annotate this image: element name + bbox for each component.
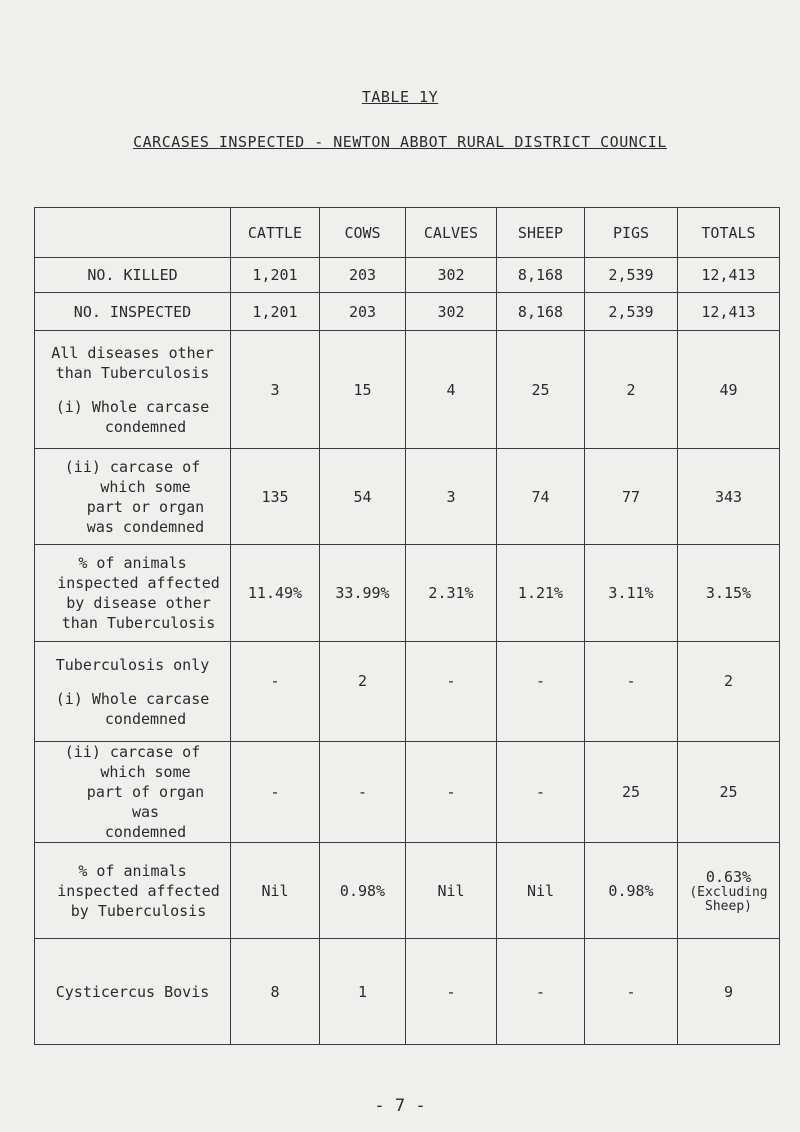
label-line: inspected affected	[57, 881, 220, 900]
cell: 8,168	[497, 258, 585, 293]
label-line: (i) Whole carcase	[55, 689, 210, 708]
header-totals: TOTALS	[678, 208, 780, 258]
cell: 77	[585, 449, 678, 545]
cell: 25	[497, 331, 585, 449]
cell: 2	[678, 642, 780, 742]
label-line: Tuberculosis only	[55, 655, 210, 674]
table-subtitle: CARCASES INSPECTED - NEWTON ABBOT RURAL DISTRICT COUNCIL	[133, 133, 667, 151]
cell: -	[320, 742, 406, 843]
cell: Nil	[231, 843, 320, 939]
cell: 3.11%	[585, 545, 678, 642]
cell: 9	[678, 939, 780, 1045]
row-label	[35, 742, 231, 843]
label-line: by Tuberculosis	[70, 901, 207, 920]
header-cattle: CATTLE	[231, 208, 320, 258]
label-line: (i) Whole carcase	[55, 397, 210, 416]
header-calves: CALVES	[406, 208, 497, 258]
row-cysticercus	[35, 939, 780, 1045]
cell-total	[678, 843, 780, 939]
row-all-diseases-part	[35, 449, 780, 545]
cell: 74	[497, 449, 585, 545]
row-tb-part	[35, 742, 780, 843]
cell: -	[406, 939, 497, 1045]
header-pigs: PIGS	[585, 208, 678, 258]
cell: 12,413	[678, 258, 780, 293]
cell: 135	[231, 449, 320, 545]
cell: 54	[320, 449, 406, 545]
cell: 33.99%	[320, 545, 406, 642]
row-all-diseases-whole	[35, 331, 780, 449]
header-row	[35, 208, 780, 258]
cell: -	[231, 642, 320, 742]
label-line: All diseases other	[51, 343, 214, 362]
cell: 302	[406, 293, 497, 331]
cell: 1,201	[231, 293, 320, 331]
header-cows: COWS	[320, 208, 406, 258]
carcases-table	[34, 207, 780, 1045]
cell: -	[497, 742, 585, 843]
cell: 15	[320, 331, 406, 449]
row-label	[35, 545, 231, 642]
header-blank	[35, 208, 231, 258]
cell: 25	[585, 742, 678, 843]
cell: 203	[320, 293, 406, 331]
total-note: (Excluding	[689, 884, 768, 900]
cell: -	[406, 642, 497, 742]
label-line: which some	[100, 477, 191, 496]
label-line: part or organ	[86, 497, 205, 516]
cell: -	[231, 742, 320, 843]
row-tb-whole	[35, 642, 780, 742]
label-line: % of animals	[78, 861, 187, 880]
cell: 8	[231, 939, 320, 1045]
label-line: condemned	[104, 823, 187, 841]
cell: 0.98%	[585, 843, 678, 939]
row-all-diseases-percent	[35, 545, 780, 642]
label-line: than Tuberculosis	[55, 363, 210, 382]
row-label	[35, 843, 231, 939]
cell: -	[406, 742, 497, 843]
page-number: - 7 -	[374, 1096, 426, 1116]
cell: 302	[406, 258, 497, 293]
cell: 4	[406, 331, 497, 449]
label-line: which some	[100, 763, 191, 781]
label-line: was	[131, 803, 160, 821]
label-line: inspected affected	[57, 574, 220, 592]
cell: 2.31%	[406, 545, 497, 642]
row-label	[35, 642, 231, 742]
cell: -	[497, 642, 585, 742]
label-line: condemned	[104, 417, 187, 436]
cell: 3	[406, 449, 497, 545]
header-sheep: SHEEP	[497, 208, 585, 258]
cell: 1	[320, 939, 406, 1045]
label-line: % of animals	[78, 554, 187, 572]
cell: 11.49%	[231, 545, 320, 642]
cell: 3	[231, 331, 320, 449]
row-tb-percent	[35, 843, 780, 939]
row-label: NO. INSPECTED	[35, 293, 231, 331]
cell: 343	[678, 449, 780, 545]
label-line: (ii) carcase of	[64, 457, 201, 476]
cell: Nil	[406, 843, 497, 939]
cell: -	[497, 939, 585, 1045]
cell: 2,539	[585, 258, 678, 293]
label-line: than Tuberculosis	[61, 614, 216, 632]
cell: 1,201	[231, 258, 320, 293]
cell: -	[585, 642, 678, 742]
cell: 1.21%	[497, 545, 585, 642]
row-label: NO. KILLED	[35, 258, 231, 293]
cell: 2,539	[585, 293, 678, 331]
row-inspected	[35, 293, 780, 331]
cell: 0.98%	[320, 843, 406, 939]
cell: 25	[678, 742, 780, 843]
row-killed	[35, 258, 780, 293]
total-value: 0.63%	[705, 867, 752, 886]
cell: Nil	[497, 843, 585, 939]
cell: 3.15%	[678, 545, 780, 642]
label-line: was condemned	[86, 517, 205, 536]
table-title: TABLE 1Y	[361, 88, 439, 106]
label-line: by disease other	[66, 594, 211, 612]
label-line: condemned	[104, 709, 187, 728]
row-label	[35, 449, 231, 545]
cell: 2	[320, 642, 406, 742]
row-label: Cysticercus Bovis	[35, 939, 231, 1045]
cell: 12,413	[678, 293, 780, 331]
row-label	[35, 331, 231, 449]
label-line: part of organ	[86, 783, 205, 801]
cell: -	[585, 939, 678, 1045]
total-note: Sheep)	[705, 898, 752, 914]
label-line: (ii) carcase of	[64, 743, 201, 761]
cell: 8,168	[497, 293, 585, 331]
cell: 49	[678, 331, 780, 449]
cell: 203	[320, 258, 406, 293]
cell: 2	[585, 331, 678, 449]
